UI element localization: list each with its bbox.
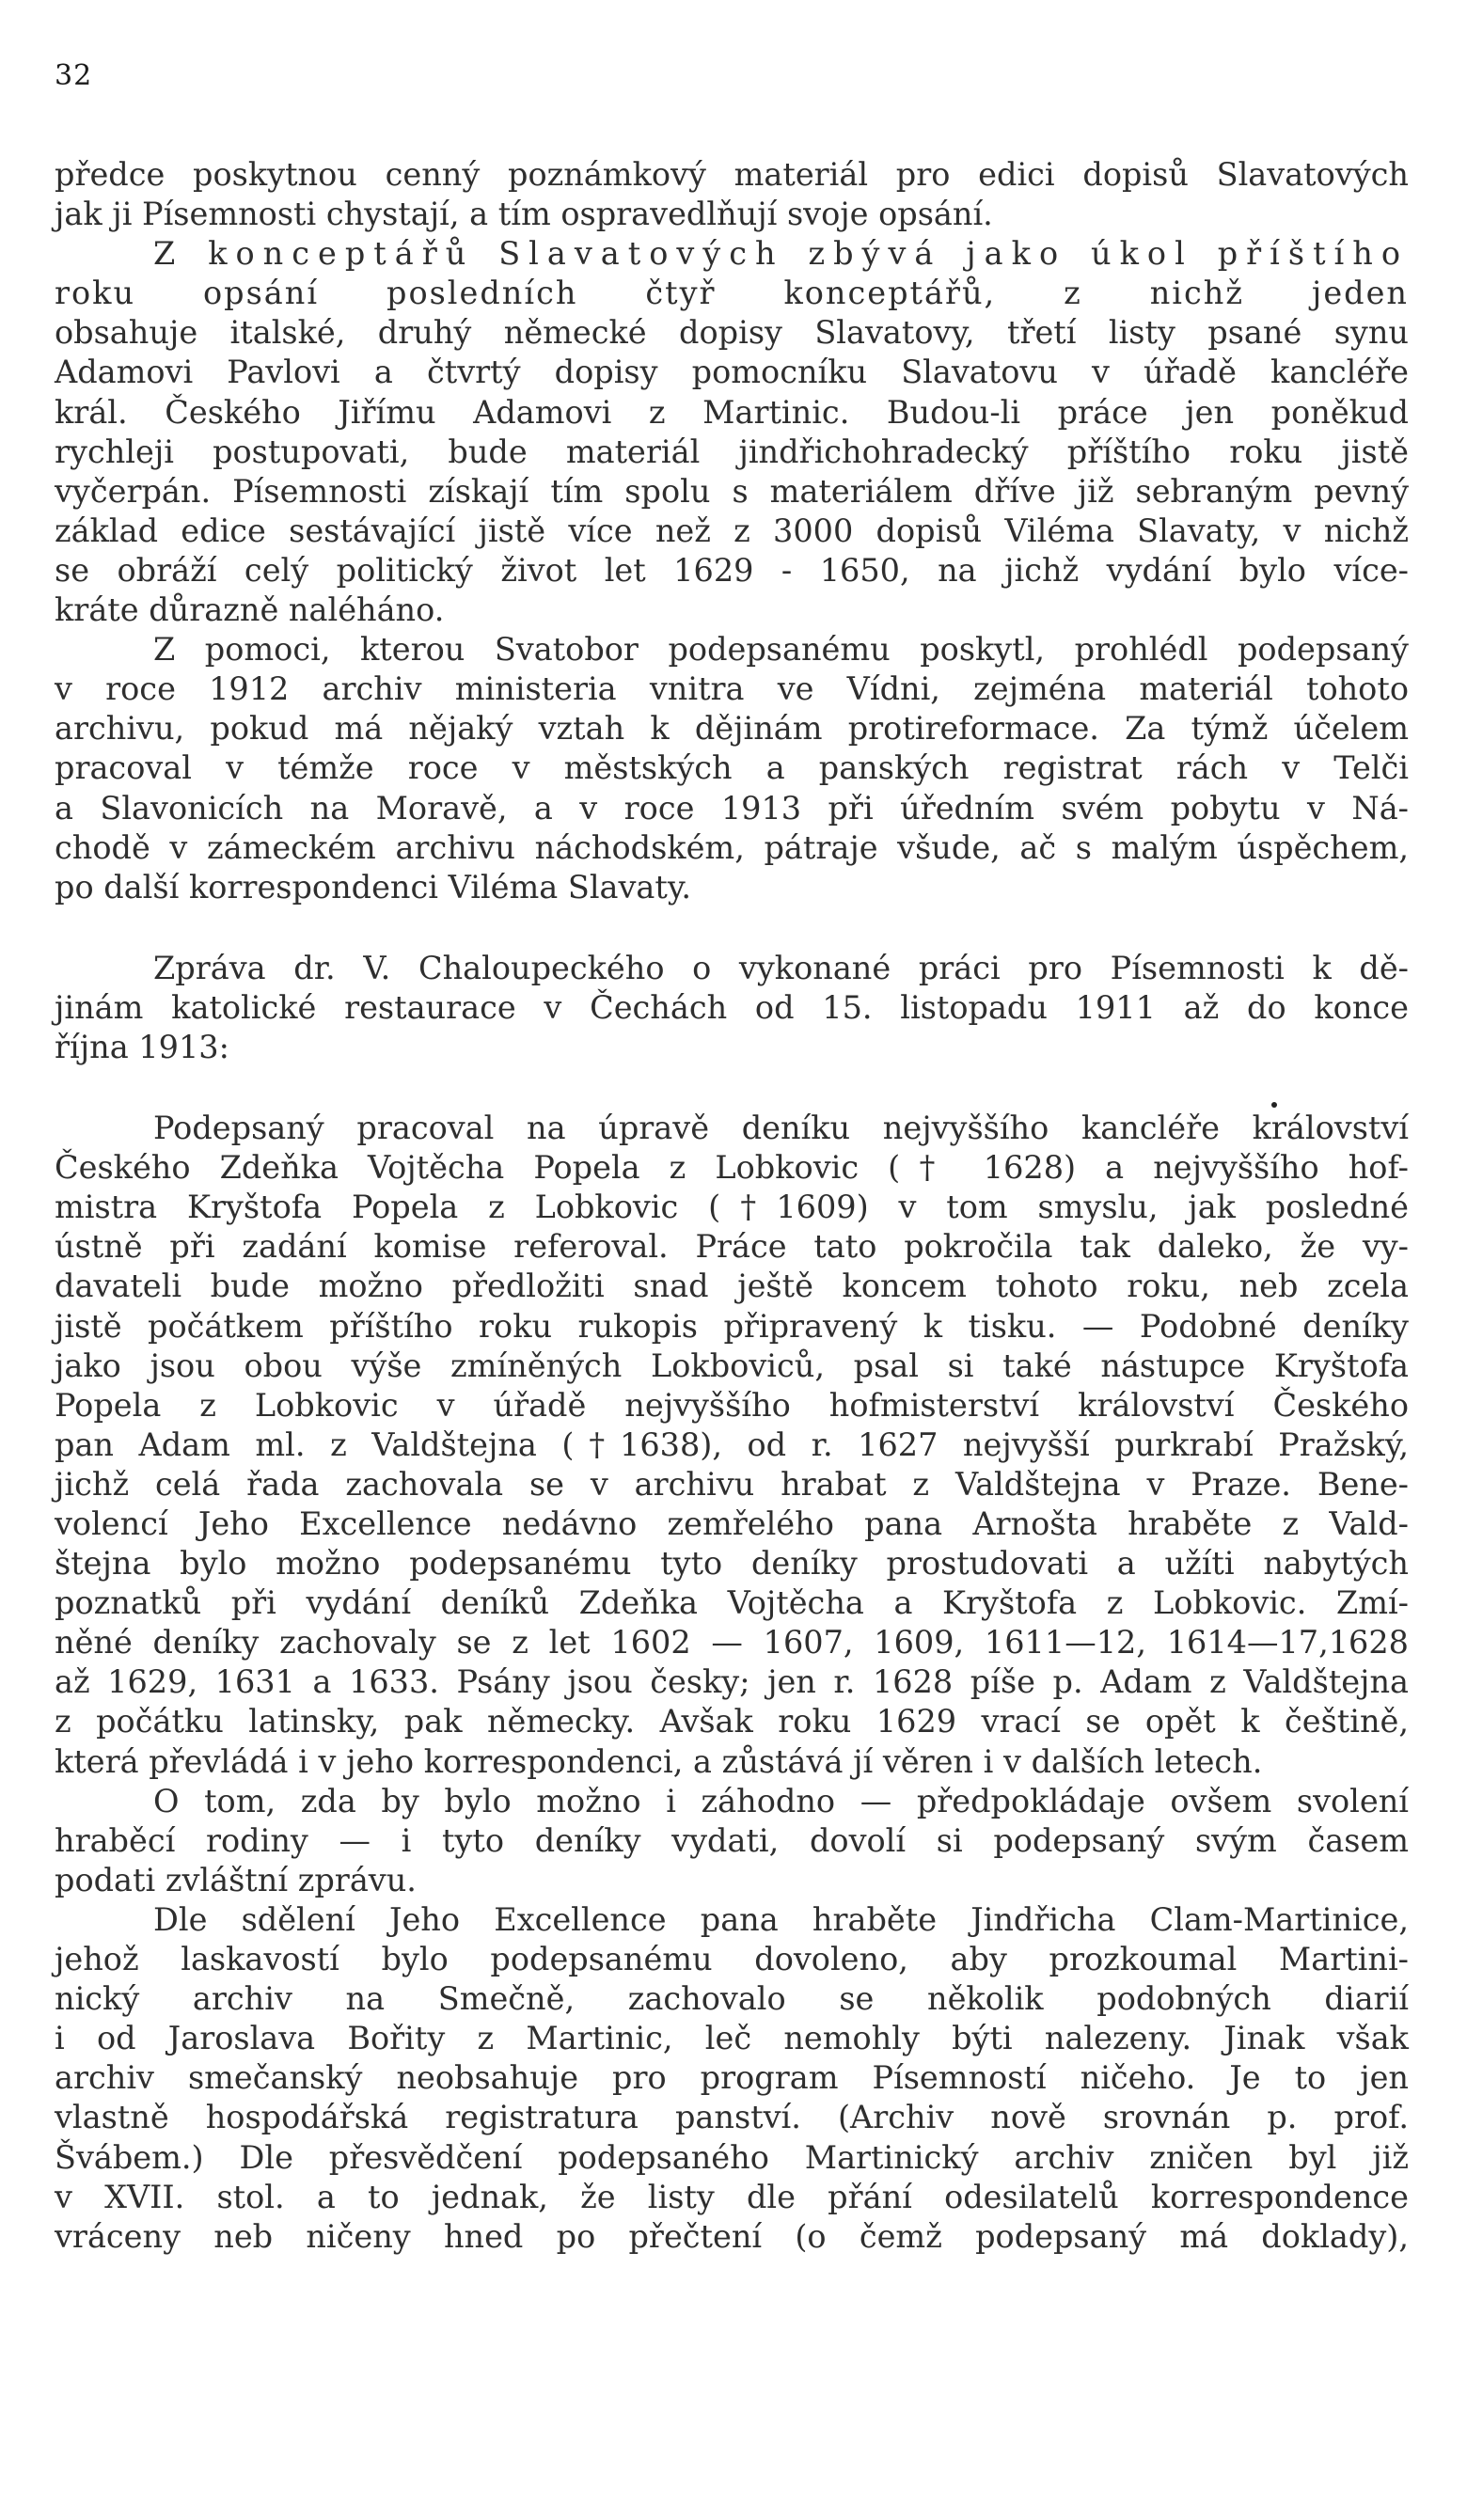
text-line: král. Českého Jiřímu Adamovi z Martinic. Budou-li práce jen poněkud — [55, 393, 1409, 431]
text-line: jehož laskavostí bylo podepsanému dovoleno, aby prozkoumal Martini- — [55, 1941, 1409, 1978]
text-line: O tom, zda by bylo možno i záhodno — předpokládaje ovšem svolení — [153, 1782, 1409, 1819]
text-line: ústně při zadání komise referoval. Práce tato pokročila tak daleko, že vy- — [55, 1228, 1409, 1266]
text-line: Podepsaný pracoval na úpravě deníku nejvyššího kancléře království — [153, 1110, 1409, 1147]
text-line: archivu, pokud má nějaký vztah k dějinám protireformace. Za týmž účelem — [55, 710, 1409, 748]
text-line: něné deníky zachovaly se z let 1602 — 1607, 1609, 1611—12, 1614—17,1628 — [55, 1624, 1409, 1662]
text-line: Popela z Lobkovic v úřadě nejvyššího hofmisterství království Českého — [55, 1386, 1409, 1424]
text-line: jak ji Písemnosti chystají, a tím ospravedlňují svoje opsání. — [55, 196, 993, 233]
paragraph-gap — [55, 1067, 1409, 1109]
text-line: vyčerpán. Písemnosti získají tím spolu s materiálem dříve již sebraným pevný — [55, 472, 1409, 510]
text-line: i od Jaroslava Bořity z Martinic, leč nemohly býti nalezeny. Jinak však — [55, 2020, 1409, 2057]
text-line: volencí Jeho Excellence nedávno zemřelého pana Arnošta hraběte z Vald- — [55, 1505, 1409, 1542]
text-line: Z konceptářů Slavatových zbývá jako úkol příštího — [153, 235, 1409, 273]
text-line: vlastně hospodářská registratura panství. (Archiv nově srovnán p. prof. — [55, 2099, 1409, 2136]
text-line: Dle sdělení Jeho Excellence pana hraběte Jindřicha Clam-Martinice, — [153, 1900, 1409, 1938]
text-line: rychleji postupovati, bude materiál jindřichohradecký příštího roku jistě — [55, 433, 1409, 470]
text-line: po další korrespondenci Viléma Slavaty. — [55, 868, 691, 906]
text-line: vráceny neb ničeny hned po přečtení (o čemž podepsaný má doklady), — [55, 2217, 1409, 2255]
text-line: až 1629, 1631 a 1633. Psány jsou česky; jen r. 1628 píše p. Adam z Valdštejna — [55, 1663, 1409, 1701]
text-line: štejna bylo možno podepsanému tyto deníky prostudovati a užíti nabytých — [55, 1545, 1409, 1583]
text-line: jistě počátkem příštího roku rukopis připravený k tisku. — Podobné deníky — [55, 1307, 1409, 1345]
text-line: Švábem.) Dle přesvědčení podepsaného Martinický archiv zničen byl již — [55, 2138, 1409, 2176]
text-line: Českého Zdeňka Vojtěcha Popela z Lobkovic († 1628) a nejvyššího hof- — [55, 1149, 1409, 1187]
text-line: se obráží celý politický život let 1629 - 1650, na jichž vydání bylo více- — [55, 551, 1409, 589]
text-line: obsahuje italské, druhý německé dopisy Slavatovy, třetí listy psané synu — [55, 314, 1409, 352]
text-line: pan Adam ml. z Valdštejna (†1638), od r. 1627 nejvyšší purkrabí Pražský, — [55, 1425, 1409, 1463]
text-line: jichž celá řada zachovala se v archivu hrabat z Valdštejna v Praze. Bene- — [55, 1465, 1409, 1503]
text-line: hraběcí rodiny — i tyto deníky vydati, dovolí si podepsaný svým časem — [55, 1821, 1409, 1859]
text-line: kráte důrazně naléháno. — [55, 591, 445, 629]
text-line: jako jsou obou výše zmíněných Lokboviců, psal si také nástupce Kryštofa — [55, 1347, 1409, 1384]
text-line: roku opsání posledních čtyř konceptářů, z nichž jeden — [55, 275, 1409, 312]
text-line: Adamovi Pavlovi a čtvrtý dopisy pomocníku Slavatovu v úřadě kancléře — [55, 354, 1409, 391]
text-line: podati zvláštní zprávu. — [55, 1861, 417, 1898]
ink-speck — [1271, 1102, 1277, 1108]
text-line: Z pomoci, kterou Svatobor podepsanému poskytl, prohlédl podepsaný — [153, 631, 1409, 669]
text-line: předce poskytnou cenný poznámkový materiál pro edici dopisů Slavatových — [55, 156, 1409, 193]
text-line: z počátku latinsky, pak německy. Avšak roku 1629 vrací se opět k češtině, — [55, 1703, 1409, 1740]
paragraph-gap — [55, 907, 1409, 949]
text-line: archiv smečanský neobsahuje pro program Písemností ničeho. Je to jen — [55, 2059, 1409, 2097]
text-line: nický archiv na Smečně, zachovalo se několik podobných diarií — [55, 1980, 1409, 2018]
body-text-upper — [55, 155, 1409, 2257]
text-line: a Slavonicích na Moravě, a v roce 1913 při úředním svém pobytu v Ná- — [55, 789, 1409, 827]
text-line: základ edice sestávající jistě více než z 3000 dopisů Viléma Slavaty, v nichž — [55, 512, 1409, 549]
text-line: mistra Kryštofa Popela z Lobkovic (†1609) v tom smyslu, jak posledné — [55, 1189, 1409, 1226]
page-number: 32 — [55, 59, 93, 92]
text-line: Zpráva dr. V. Chaloupeckého o vykonané práci pro Písemnosti k dě- — [153, 949, 1409, 986]
text-line: v XVII. stol. a to jednak, že listy dle přání odesilatelů korrespondence — [55, 2178, 1409, 2215]
text-line: jinám katolické restaurace v Čechách od 15. listopadu 1911 až do konce — [55, 988, 1409, 1026]
text-line: října 1913: — [55, 1028, 229, 1065]
text-line: která převládá i v jeho korrespondenci, a zůstává jí věren i v dalších letech. — [55, 1742, 1263, 1780]
text-line: poznatků při vydání deníků Zdeňka Vojtěcha a Kryštofa z Lobkovic. Zmí- — [55, 1584, 1409, 1622]
text-line: davateli bude možno předložiti snad ještě koncem tohoto roku, neb zcela — [55, 1268, 1409, 1305]
text-line: pracoval v témže roce v městských a panských registrat rách v Telči — [55, 749, 1409, 787]
text-line: v roce 1912 archiv ministeria vnitra ve Vídni, zejména materiál tohoto — [55, 670, 1409, 708]
text-line: chodě v zámeckém archivu náchodském, pátraje všude, ač s malým úspěchem, — [55, 828, 1409, 866]
